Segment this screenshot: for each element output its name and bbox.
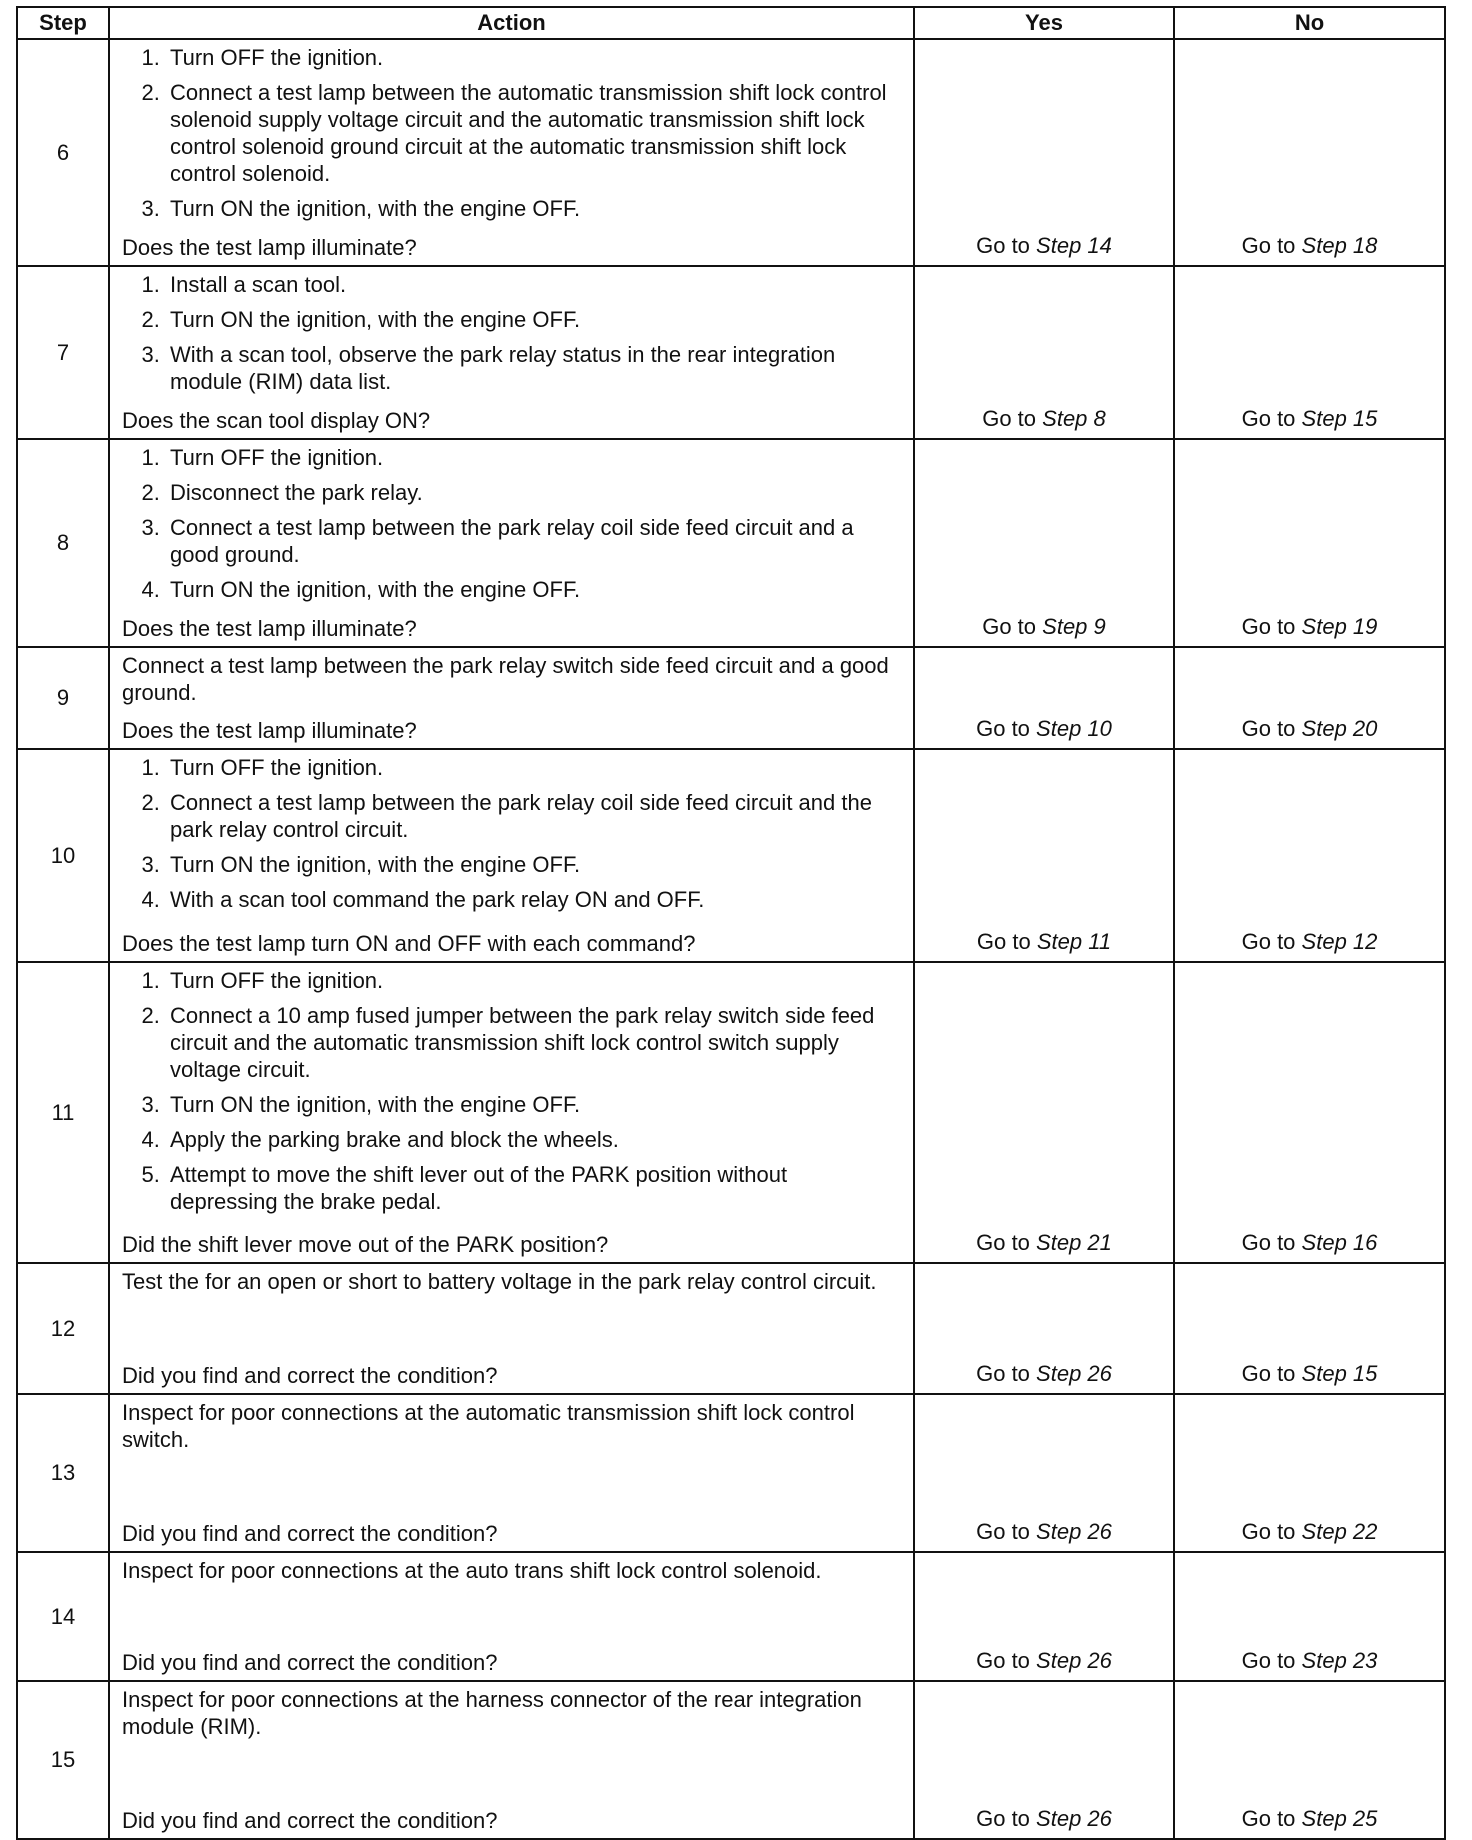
instruction-item: 2. Disconnect the park relay. [166,479,899,506]
goto-yes [976,1519,1112,1544]
instruction-text: Test the for an open or short to battery voltage in the park relay control circuit. [122,1269,877,1294]
instruction-text: Inspect for poor connections at the automatic transmission shift lock control switch. [122,1400,855,1452]
action-cell [109,1681,914,1839]
table-body [17,39,1445,1839]
goto-step-ref: Step 20 [1301,716,1378,741]
no-result-cell [1174,439,1445,647]
goto-no [1242,406,1378,431]
goto-step-ref: Step 16 [1301,1230,1378,1255]
goto-prefix: Go to [982,406,1037,431]
no-result-cell [1174,1263,1445,1394]
goto-no [1242,1519,1378,1544]
step-number: 11 [17,962,109,1263]
goto-yes [976,1230,1112,1255]
question-text: Does the test lamp illuminate? [122,718,417,743]
no-result-cell [1174,962,1445,1263]
goto-prefix: Go to [1241,614,1296,639]
goto-prefix: Go to [1241,233,1296,258]
instruction-text: Connect a test lamp between the park relay switch side feed circuit and a good ground. [122,653,889,705]
question-text: Did you find and correct the condition? [122,1808,498,1833]
header-action: Action [109,7,914,39]
instruction-item: 1. Turn OFF the ignition. [166,967,899,994]
instruction-item: 1. Turn OFF the ignition. [166,754,899,781]
goto-step-ref: Step 22 [1301,1519,1378,1544]
question-text: Does the scan tool display ON? [122,408,431,433]
no-result-cell [1174,647,1445,749]
instruction-item: 3. Turn ON the ignition, with the engine OFF. [166,851,899,878]
no-result-cell [1174,749,1445,962]
question-text: Did you find and correct the condition? [122,1521,498,1546]
yes-result-cell [914,39,1174,266]
table-row [17,39,1445,266]
step-number: 8 [17,439,109,647]
header-yes: Yes [914,7,1174,39]
question-text: Did you find and correct the condition? [122,1363,498,1388]
question-text: Does the test lamp illuminate? [122,235,417,260]
action-content [122,967,899,1258]
goto-prefix: Go to [1241,406,1296,431]
action-content [122,1686,899,1834]
instruction-item: 1. Turn OFF the ignition. [166,44,899,71]
goto-step-ref: Step 26 [1036,1648,1112,1673]
no-result-cell [1174,1394,1445,1552]
instruction-item: 4. With a scan tool command the park relay ON and OFF. [166,886,899,913]
instruction-list [122,754,899,921]
goto-prefix: Go to [976,1806,1030,1831]
question-text: Did the shift lever move out of the PARK position? [122,1232,609,1257]
instruction-item: 1. Install a scan tool. [166,271,899,298]
no-result-cell [1174,1552,1445,1681]
no-result-cell [1174,39,1445,266]
goto-yes [982,406,1106,431]
goto-prefix: Go to [1241,1230,1296,1255]
action-cell [109,39,914,266]
yes-result-cell [914,1681,1174,1839]
header-step: Step [17,7,109,39]
yes-result-cell [914,439,1174,647]
goto-prefix: Go to [976,1361,1030,1386]
table-header [17,7,1445,39]
yes-result-cell [914,647,1174,749]
action-content [122,271,899,434]
action-content [122,444,899,642]
action-cell [109,1263,914,1394]
goto-no [1242,1648,1378,1673]
goto-step-ref: Step 11 [1036,929,1112,954]
step-number: 9 [17,647,109,749]
action-content [122,652,899,744]
question-text: Did you find and correct the condition? [122,1650,498,1675]
header-no: No [1174,7,1445,39]
instruction-item: 3. Connect a test lamp between the park relay coil side feed circuit and a good ground. [166,514,899,568]
no-result-cell [1174,1681,1445,1839]
instruction-item: 5. Attempt to move the shift lever out of the PARK position without depressing the brake pedal. [166,1161,899,1215]
yes-result-cell [914,1552,1174,1681]
instruction-item: 2. Connect a 10 amp fused jumper between the park relay switch side feed circuit and the automatic transmission shift lock control switch supply voltage circuit. [166,1002,899,1083]
goto-step-ref: Step 25 [1301,1806,1378,1831]
table-row [17,1263,1445,1394]
question-text: Does the test lamp turn ON and OFF with each command? [122,931,696,956]
action-cell [109,647,914,749]
instruction-item: 3. With a scan tool, observe the park relay status in the rear integration module (RIM) data list. [166,341,899,395]
goto-step-ref: Step 23 [1301,1648,1378,1673]
table-row [17,749,1445,962]
instruction-list [122,271,899,403]
goto-yes [982,614,1106,639]
action-cell [109,1552,914,1681]
goto-no [1242,1361,1378,1386]
goto-prefix: Go to [1241,1361,1296,1386]
table-row [17,1681,1445,1839]
step-number: 13 [17,1394,109,1552]
goto-prefix: Go to [1241,1519,1296,1544]
goto-step-ref: Step 9 [1042,614,1106,639]
table-row [17,1552,1445,1681]
goto-prefix: Go to [976,1519,1030,1544]
goto-prefix: Go to [976,716,1030,741]
table-row [17,962,1445,1263]
goto-no [1242,233,1378,258]
goto-yes [976,716,1112,741]
goto-step-ref: Step 21 [1036,1230,1112,1255]
instruction-item: 1. Turn OFF the ignition. [166,444,899,471]
action-content [122,1268,899,1389]
action-cell [109,749,914,962]
instruction-list [122,44,899,230]
action-content [122,1557,899,1676]
table-row [17,266,1445,439]
goto-no [1242,716,1378,741]
instruction-item: 4. Turn ON the ignition, with the engine OFF. [166,576,899,603]
goto-no [1242,1230,1378,1255]
instruction-item: 3. Turn ON the ignition, with the engine OFF. [166,1091,899,1118]
table-row [17,439,1445,647]
diagnostic-steps-table [16,6,1446,1840]
instruction-item: 2. Turn ON the ignition, with the engine OFF. [166,306,899,333]
goto-prefix: Go to [976,929,1031,954]
goto-prefix: Go to [976,1230,1030,1255]
goto-no [1242,614,1378,639]
instruction-text: Inspect for poor connections at the auto trans shift lock control solenoid. [122,1558,822,1583]
step-number: 14 [17,1552,109,1681]
goto-step-ref: Step 10 [1036,716,1112,741]
goto-step-ref: Step 12 [1301,929,1378,954]
action-content [122,44,899,261]
action-cell [109,266,914,439]
goto-yes [977,929,1111,954]
goto-prefix: Go to [1241,929,1296,954]
instruction-item: 3. Turn ON the ignition, with the engine OFF. [166,195,899,222]
step-number: 15 [17,1681,109,1839]
goto-prefix: Go to [1241,716,1296,741]
goto-yes [976,233,1112,258]
action-content [122,1399,899,1547]
goto-no [1242,1806,1378,1831]
goto-step-ref: Step 26 [1036,1806,1112,1831]
goto-step-ref: Step 18 [1301,233,1378,258]
goto-yes [976,1806,1112,1831]
instruction-item: 4. Apply the parking brake and block the wheels. [166,1126,899,1153]
goto-yes [976,1361,1112,1386]
goto-step-ref: Step 15 [1301,1361,1378,1386]
goto-prefix: Go to [976,1648,1030,1673]
yes-result-cell [914,962,1174,1263]
goto-step-ref: Step 19 [1301,614,1378,639]
goto-prefix: Go to [982,614,1037,639]
yes-result-cell [914,1263,1174,1394]
no-result-cell [1174,266,1445,439]
header-row [17,7,1445,39]
goto-step-ref: Step 8 [1042,406,1106,431]
step-number: 7 [17,266,109,439]
goto-step-ref: Step 14 [1036,233,1112,258]
action-cell [109,439,914,647]
action-cell [109,1394,914,1552]
table-row [17,647,1445,749]
instruction-text: Inspect for poor connections at the harness connector of the rear integration module (RIM). [122,1687,862,1739]
yes-result-cell [914,266,1174,439]
action-cell [109,962,914,1263]
instruction-item: 2. Connect a test lamp between the automatic transmission shift lock control solenoid supply voltage circuit and the automatic transmission shift lock control solenoid ground circuit at the automatic transmission shift lock control solenoid. [166,79,899,187]
instruction-list [122,967,899,1223]
goto-step-ref: Step 26 [1036,1361,1112,1386]
goto-step-ref: Step 26 [1036,1519,1112,1544]
step-number: 12 [17,1263,109,1394]
step-number: 10 [17,749,109,962]
yes-result-cell [914,749,1174,962]
action-content [122,754,899,957]
goto-prefix: Go to [1241,1806,1296,1831]
question-text: Does the test lamp illuminate? [122,616,417,641]
table-row [17,1394,1445,1552]
yes-result-cell [914,1394,1174,1552]
goto-prefix: Go to [1241,1648,1296,1673]
goto-yes [976,1648,1112,1673]
goto-step-ref: Step 15 [1301,406,1378,431]
goto-no [1242,929,1378,954]
goto-prefix: Go to [976,233,1030,258]
instruction-list [122,444,899,611]
step-number: 6 [17,39,109,266]
instruction-item: 2. Connect a test lamp between the park relay coil side feed circuit and the park relay control circuit. [166,789,899,843]
